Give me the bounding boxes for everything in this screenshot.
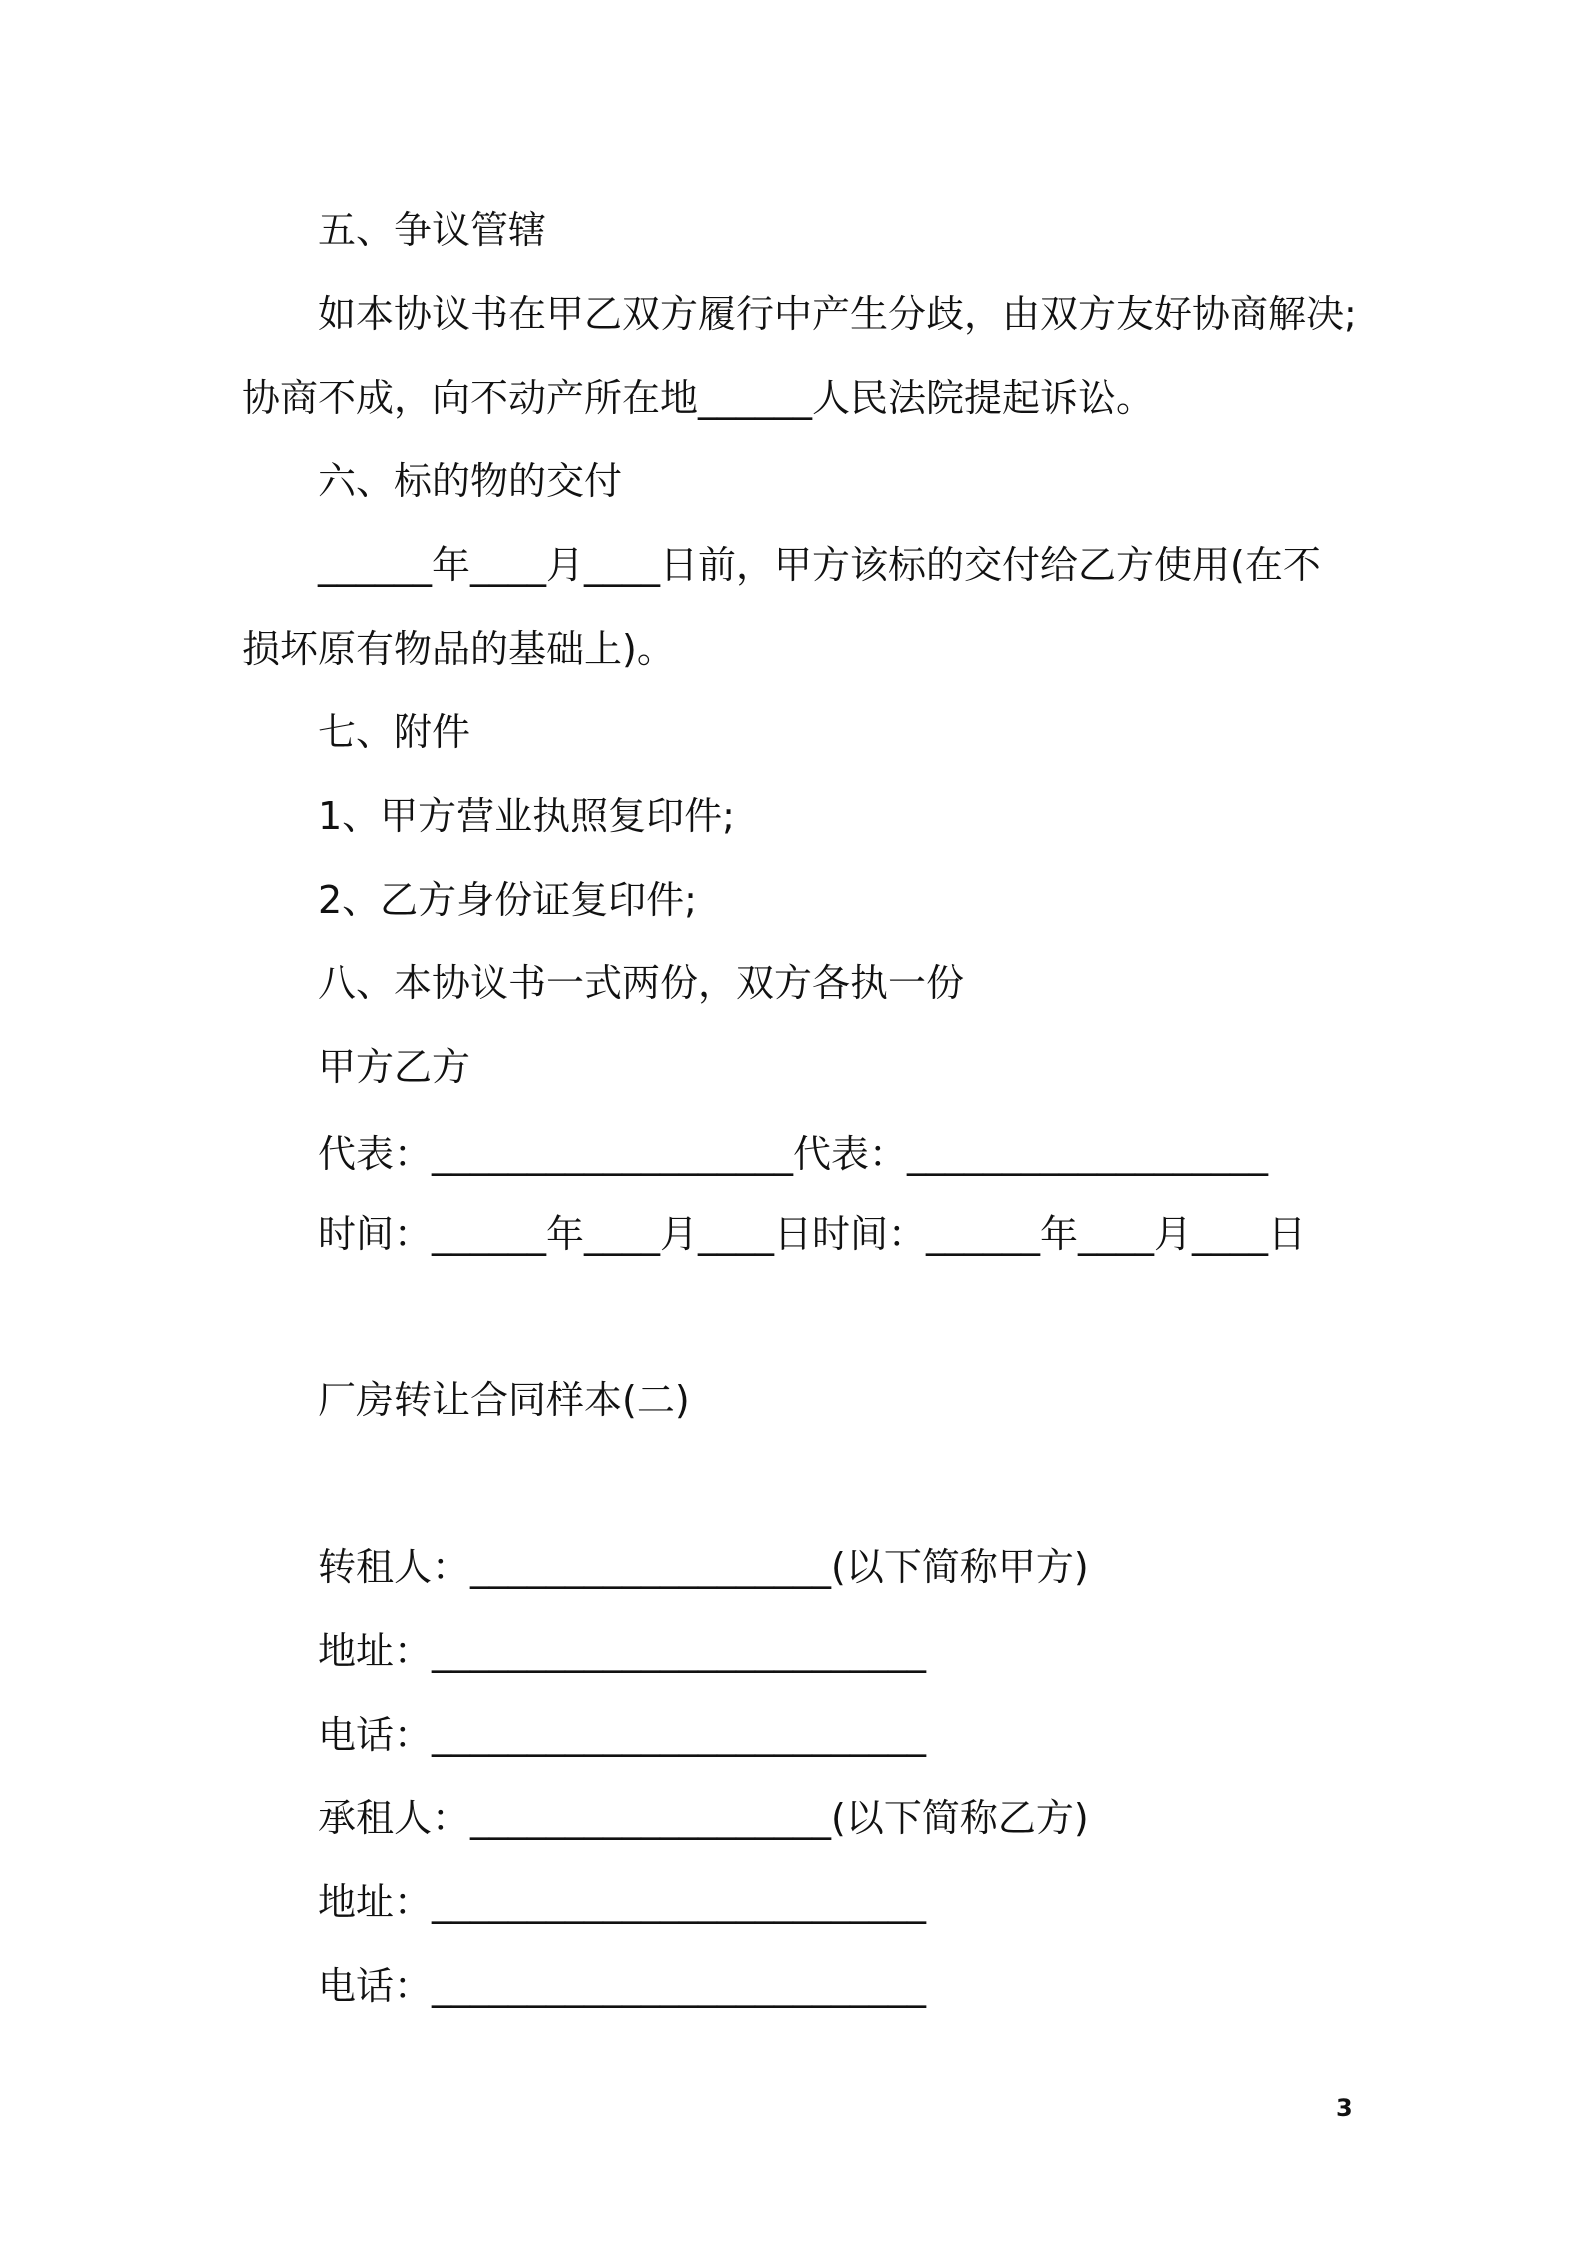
lessee-line: 承租人：___________________(以下简称乙方) [318, 1796, 1089, 1840]
parties-line: 甲方乙方 [318, 1045, 471, 1089]
section-5-heading: 五、争议管辖 [318, 208, 547, 252]
attachment-item-1: 1、甲方营业执照复印件; [318, 794, 735, 838]
lessee-address-line: 地址：__________________________ [318, 1880, 927, 1924]
section-6-paragraph-line-1: ______年____月____日前，甲方该标的交付给乙方使用(在不 [318, 543, 1321, 587]
section-5-paragraph-line-2: 协商不成，向不动产所在地______人民法院提起诉讼。 [242, 376, 1155, 420]
attachment-item-2: 2、乙方身份证复印件; [318, 878, 697, 922]
section-6-paragraph-line-2: 损坏原有物品的基础上)。 [242, 627, 675, 671]
signing-dates-line: 时间：______年____月____日时间：______年____月____日 [318, 1212, 1307, 1256]
section-5-paragraph-line-1: 如本协议书在甲乙双方履行中产生分歧，由双方友好协商解决; [318, 292, 1357, 336]
section-6-heading: 六、标的物的交付 [318, 459, 623, 503]
representatives-line: 代表：___________________代表：___________________ [318, 1132, 1269, 1176]
sublessor-phone-line: 电话：__________________________ [318, 1713, 927, 1757]
sublessor-line: 转租人：___________________(以下简称甲方) [318, 1545, 1089, 1589]
section-7-heading: 七、附件 [318, 710, 471, 754]
lessee-phone-line: 电话：__________________________ [318, 1964, 927, 2008]
page-number: 3 [1336, 2094, 1353, 2122]
contract-2-title: 厂房转让合同样本(二) [318, 1378, 690, 1422]
section-8-heading: 八、本协议书一式两份，双方各执一份 [318, 961, 965, 1005]
sublessor-address-line: 地址：__________________________ [318, 1629, 927, 1673]
